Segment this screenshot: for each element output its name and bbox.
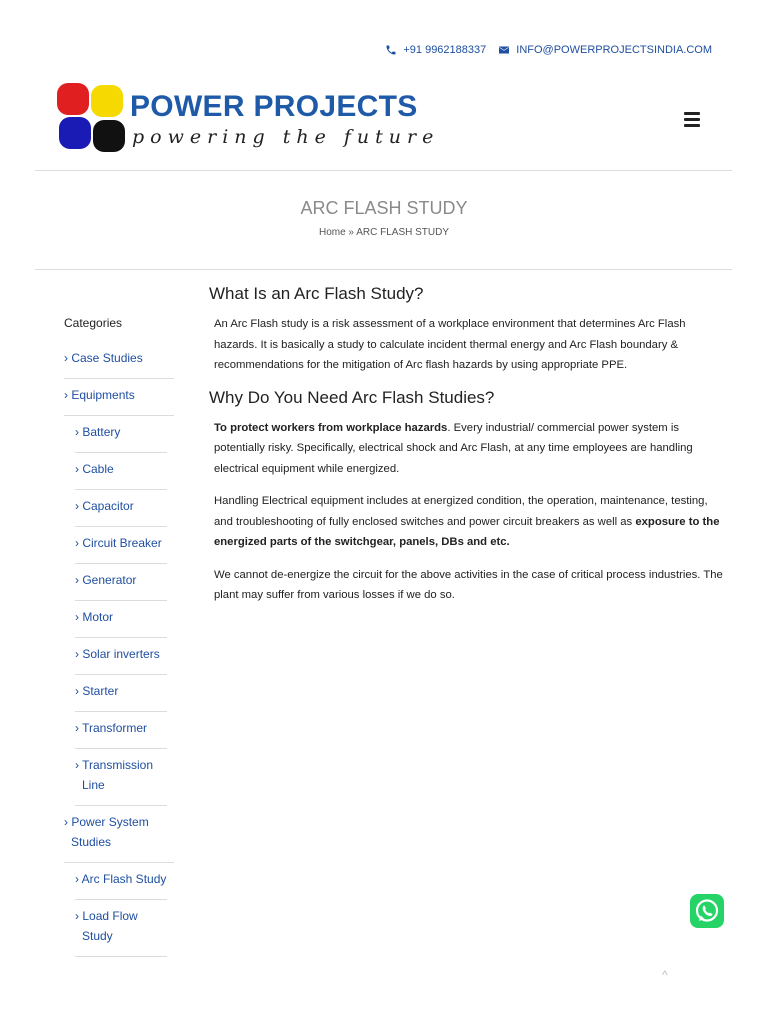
whatsapp-icon[interactable] <box>690 894 724 928</box>
paragraph-de-energize: We cannot de-energize the circuit for the above activities in the case of critical process industries. The plant may suffer from various losses if we do so. <box>214 568 723 601</box>
header-divider <box>35 170 732 171</box>
category-list <box>64 342 174 957</box>
phone-icon <box>385 44 397 56</box>
brand-tagline: powering the future <box>132 126 440 148</box>
section-heading-what: What Is an Arc Flash Study? <box>209 284 424 303</box>
paragraph-protect-text: . Every industrial/ commercial power system is potentially risky. Specifically, electrical shock and Arc Flash, at any time employees are handling electrical equipment while energized. <box>214 421 693 475</box>
category-cable[interactable]: › Cable <box>75 453 167 490</box>
category-transmission-line[interactable]: › Transmission Line <box>75 749 167 806</box>
categories-sidebar <box>64 316 174 957</box>
breadcrumb-separator: » <box>345 227 357 238</box>
category-equipments[interactable]: › Equipments <box>64 379 174 416</box>
paragraph-handling-text: Handling Electrical equipment includes at energized condition, the operation, maintenance, testing, and troubleshooting of fully enclosed switches and power circuit breakers as well as <box>214 495 708 528</box>
brand-name: POWER PROJECTS <box>130 90 418 123</box>
logo-mark-icon <box>56 82 128 156</box>
category-solar-inverters[interactable]: › Solar inverters <box>75 638 167 675</box>
paragraph-handling <box>214 491 729 553</box>
hamburger-icon[interactable] <box>684 112 700 128</box>
title-divider <box>35 269 732 270</box>
whatsapp-glyph-icon <box>690 894 724 928</box>
category-transformer[interactable]: › Transformer <box>75 712 167 749</box>
breadcrumb-current: ARC FLASH STUDY <box>356 227 450 238</box>
category-load-flow-study[interactable]: › Load Flow Study <box>75 900 167 957</box>
breadcrumb-home[interactable]: Home <box>318 227 346 238</box>
chevron-up-icon[interactable]: ^ <box>662 968 668 982</box>
contact-bar <box>385 44 712 56</box>
page-title: ARC FLASH STUDY <box>300 198 468 218</box>
breadcrumb <box>0 227 768 238</box>
categories-heading: Categories <box>64 316 123 330</box>
email-link[interactable]: INFO@POWERPROJECTSINDIA.COM <box>516 44 712 56</box>
paragraph-handling-bold: exposure to the energized parts of the switchgear, panels, DBs and etc. <box>214 515 720 548</box>
category-arc-flash-study[interactable]: › Arc Flash Study <box>75 863 167 900</box>
envelope-icon <box>498 44 510 56</box>
category-case-studies[interactable]: › Case Studies <box>64 342 174 379</box>
paragraph-protect <box>214 418 729 480</box>
category-battery[interactable]: › Battery <box>75 416 167 453</box>
phone-link[interactable]: +91 9962188337 <box>403 44 487 56</box>
category-motor[interactable]: › Motor <box>75 601 167 638</box>
category-capacitor[interactable]: › Capacitor <box>75 490 167 527</box>
category-starter[interactable]: › Starter <box>75 675 167 712</box>
section-heading-why: Why Do You Need Arc Flash Studies? <box>209 387 495 407</box>
paragraph-protect-bold: To protect workers from workplace hazards <box>214 421 448 434</box>
article-content <box>209 284 729 618</box>
category-circuit-breaker[interactable]: › Circuit Breaker <box>75 527 167 564</box>
paragraph-what: An Arc Flash study is a risk assessment of a workplace environment that determines Arc Flash hazards. It is basically a study to calculate incident thermal energy and Arc Flash boundary & recommendations for the mitigation of Arc flash hazards by using appropriate PPE. <box>214 318 686 371</box>
category-generator[interactable]: › Generator <box>75 564 167 601</box>
category-power-system-studies[interactable]: › Power System Studies <box>64 806 174 863</box>
